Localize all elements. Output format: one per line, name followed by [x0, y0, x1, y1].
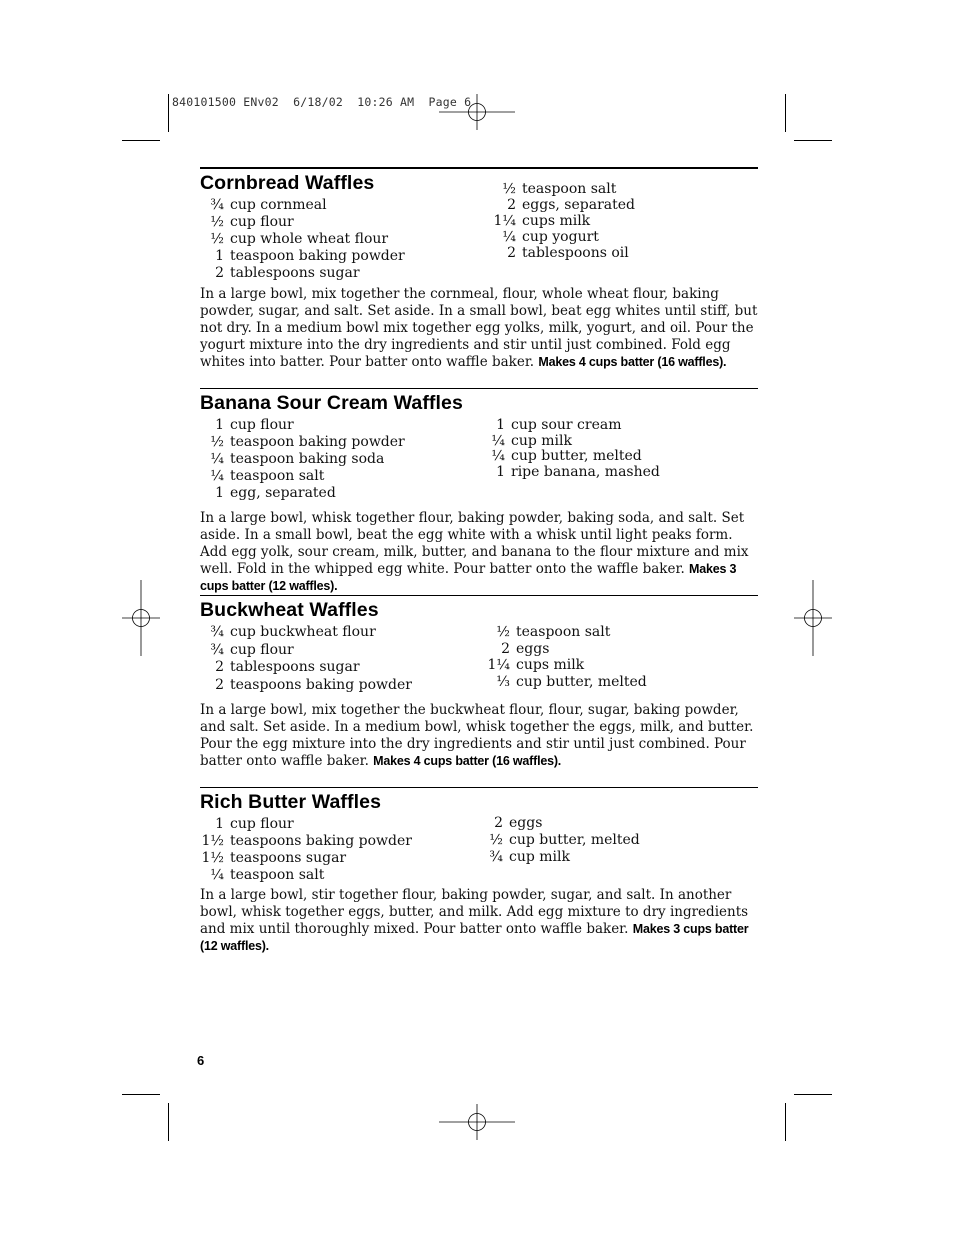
crop-mark: [785, 94, 786, 132]
registration-mark-icon: [439, 1104, 515, 1140]
ingredient: 2 tablespoons oil: [507, 245, 629, 261]
ingredient: 2 eggs: [501, 640, 550, 657]
recipe-directions: In a large bowl, stir together flour, baking powder, sugar, and salt. In another bowl, whisk together eggs, butter, and milk. Add egg mixture to dry ingredients and mix until thoroughly mixed. Pour batter onto waffle baker. Makes 3 cups batter (12 waffles).: [200, 887, 749, 953]
ingredients-right: [485, 181, 635, 261]
ingredient: ¾ cup flour: [210, 641, 294, 658]
ingredients-left: [200, 417, 405, 502]
ingredient: ¼ cup milk: [491, 432, 572, 449]
crop-mark: [168, 1103, 169, 1141]
ingredient: ¾ cup buckwheat flour: [210, 624, 376, 640]
recipe-title: Rich Butter Waffles: [200, 791, 382, 813]
ingredient: ⅓ cup butter, melted: [496, 673, 647, 690]
recipe-yield: Makes 3 cups batter (12 waffles).: [200, 562, 737, 593]
ingredient: 2 eggs: [494, 815, 543, 831]
registration-mark-icon: [794, 580, 832, 656]
recipe-title: Cornbread Waffles: [200, 172, 375, 194]
recipe-directions: In a large bowl, mix together the cornmeal, flour, whole wheat flour, baking powder, sugar, and salt. Set aside. In a small bowl, beat egg whites until stiff, but not dry. In a medium bowl mix together egg yolks, milk, yogurt, and oil. Pour the yogurt mixture into the dry ingredients and stir until just combined. Fold egg whites into batter. Pour batter onto waffle baker. Makes 4 cups batter (16 waffles).: [200, 286, 758, 370]
recipe-banana-sour-cream: [200, 388, 758, 593]
ingredient: ½ cup whole wheat flour: [210, 231, 389, 247]
recipe-cornbread: [200, 167, 758, 375]
registration-mark-icon: [122, 580, 160, 656]
recipe-title: Buckwheat Waffles: [200, 599, 379, 621]
ingredients-left: [200, 197, 405, 282]
ingredient: ¾ cup milk: [489, 849, 570, 865]
ingredient: 1 cup flour: [215, 417, 294, 433]
crop-mark: [794, 1094, 832, 1095]
ingredient: 2 teaspoons baking powder: [215, 676, 412, 693]
ingredients-right: [480, 624, 647, 690]
ingredient: ½ teaspoon baking powder: [210, 434, 405, 450]
crop-mark: [122, 1094, 160, 1095]
printer-slug: 840101500 ENv02 6/18/02 10:26 AM Page 6: [172, 95, 472, 109]
ingredient: ¼ teaspoon baking soda: [210, 451, 385, 467]
crop-mark: [794, 140, 832, 141]
ingredient: ½ cup butter, melted: [489, 832, 640, 848]
ingredient: 1½ teaspoons sugar: [201, 850, 347, 866]
ingredient: ½ cup flour: [210, 214, 294, 230]
ingredients-right: [479, 815, 640, 866]
crop-mark: [122, 140, 160, 141]
ingredient: 2 tablespoons sugar: [215, 265, 360, 281]
recipe-yield: Makes 4 cups batter (16 waffles).: [538, 355, 727, 369]
ingredient: 1 teaspoon baking powder: [215, 248, 405, 264]
ingredient: 1 egg, separated: [215, 485, 336, 501]
ingredients-left: [200, 624, 412, 694]
recipe-rich-butter: [200, 787, 758, 953]
ingredient: 1½ teaspoons baking powder: [201, 833, 412, 849]
crop-mark: [785, 1103, 786, 1141]
recipe-directions: In a large bowl, whisk together flour, baking powder, baking soda, and salt. Set aside. In a small bowl, beat the egg white with a whisk until light peaks form. Add egg yolk, sour cream, milk, butter, and banana to the flour mixture and mix well. Fold in the whipped egg white. Pour batter onto the waffle baker. Makes 3 cups batter (12 waffles).: [200, 510, 749, 593]
ingredient: ¼ cup yogurt: [502, 229, 599, 245]
ingredient: ¼ teaspoon salt: [210, 468, 325, 484]
ingredients-left: [200, 816, 412, 884]
recipe-title: Banana Sour Cream Waffles: [200, 392, 463, 414]
recipe-buckwheat: [200, 595, 758, 776]
ingredient: 1 cup flour: [215, 816, 294, 832]
ingredient: ¾ cup cornmeal: [210, 197, 327, 213]
ingredient: 2 tablespoons sugar: [215, 659, 360, 675]
crop-mark: [168, 94, 169, 132]
ingredient: 1 ripe banana, mashed: [496, 463, 660, 480]
recipe-yield: Makes 3 cups batter (12 waffles).: [200, 922, 749, 953]
ingredient: ½ teaspoon salt: [496, 624, 611, 640]
ingredient: 1¼ cups milk: [487, 657, 585, 673]
ingredient: 1 cup sour cream: [496, 417, 622, 433]
ingredient: 2 eggs, separated: [507, 197, 635, 213]
registration-mark-icon: [439, 94, 515, 130]
recipe-yield: Makes 4 cups batter (16 waffles).: [373, 754, 562, 768]
ingredients-right: [481, 417, 660, 479]
ingredient: 1¼ cups milk: [493, 213, 591, 229]
ingredient: ¼ teaspoon salt: [210, 867, 325, 883]
recipe-directions: In a large bowl, mix together the buckwheat flour, flour, sugar, baking powder, and salt. Set aside. In a medium bowl, whisk together the eggs, milk, and butter. Pour the egg mixture into the dry ingredients and stir until just combined. Pour batter onto waffle baker. Makes 4 cups batter (16 waffles).: [200, 702, 754, 769]
ingredient: ½ teaspoon salt: [502, 181, 617, 197]
ingredient: ¼ cup butter, melted: [491, 448, 642, 464]
page-number: 6: [197, 1053, 205, 1068]
